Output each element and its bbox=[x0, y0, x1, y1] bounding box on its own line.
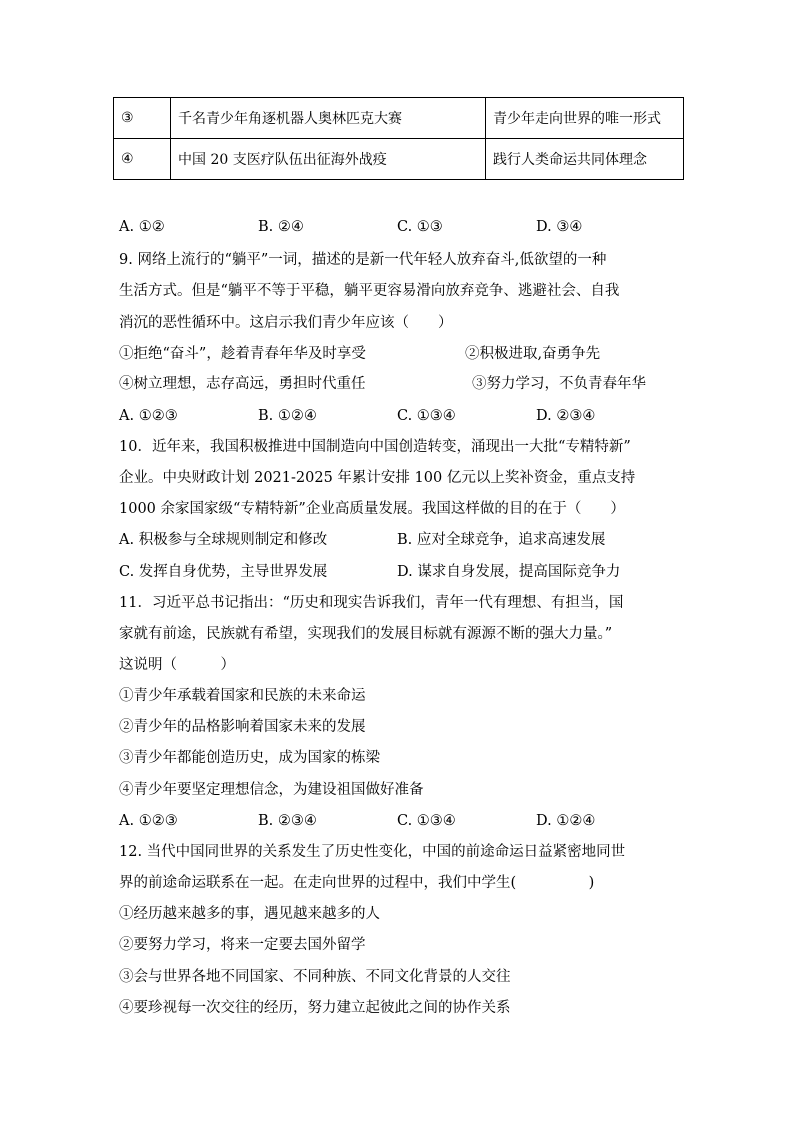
q10-stem-line: 1000 余家国家级“专精特新”企业高质量发展。我国这样做的目的在于（ ） bbox=[119, 501, 625, 517]
event-table bbox=[113, 97, 684, 180]
table-row bbox=[114, 139, 684, 180]
q11-statement-2: ②青少年的品格影响着国家未来的发展 bbox=[119, 719, 366, 735]
q10-stem-line: 企业。中央财政计划 2021-2025 年累计安排 100 亿元以上奖补资金，重点支持 bbox=[119, 470, 636, 486]
q9-stem-line: 消沉的恶性循环中。这启示我们青少年应该（ ） bbox=[119, 315, 453, 331]
q10-option-a: A. 积极参与全球规则制定和修改 bbox=[119, 532, 328, 548]
q10-stem-line: 10．近年来，我国积极推进中国制造向中国创造转变，涌现出一大批“专精特新” bbox=[119, 439, 631, 455]
q11-option-c: C. ①③④ bbox=[397, 813, 456, 829]
table-cell-event: 千名青少年角逐机器人奥林匹克大赛 bbox=[171, 98, 486, 139]
table-cell-view: 践行人类命运共同体理念 bbox=[486, 139, 684, 180]
q11-stem-line: 家就有前途，民族就有希望，实现我们的发展目标就有源源不断的强大力量。” bbox=[119, 626, 613, 642]
q9-stem-line: 生活方式。但是“躺平不等于平稳，躺平更容易滑向放弃竞争、逃避社会、自我 bbox=[119, 283, 620, 299]
q11-option-b: B. ②③④ bbox=[258, 813, 317, 829]
table-cell-number: ④ bbox=[114, 139, 171, 180]
q12-statement-4: ④要珍视每一次交往的经历，努力建立起彼此之间的协作关系 bbox=[119, 1000, 511, 1016]
q8-option-d: D. ③④ bbox=[536, 219, 583, 235]
q11-option-d: D. ①②④ bbox=[536, 813, 596, 829]
q10-option-d: D. 谋求自身发展，提高国际竞争力 bbox=[397, 564, 621, 580]
q11-option-a: A. ①②③ bbox=[119, 813, 178, 829]
q9-option-a: A. ①②③ bbox=[119, 408, 178, 424]
q12-stem-line: 界的前途命运联系在一起。在走向世界的过程中，我们中学生( ) bbox=[119, 875, 595, 891]
q8-option-a: A. ①② bbox=[119, 219, 165, 235]
q9-option-d: D. ②③④ bbox=[536, 408, 596, 424]
q9-statement-4: ④树立理想，志存高远，勇担时代重任 bbox=[119, 376, 366, 392]
q9-option-c: C. ①③④ bbox=[397, 408, 456, 424]
q11-statement-3: ③青少年都能创造历史，成为国家的栋梁 bbox=[119, 750, 380, 766]
q12-statement-1: ①经历越来越多的事，遇见越来越多的人 bbox=[119, 906, 380, 922]
q11-stem-line: 11．习近平总书记指出：“历史和现实告诉我们，青年一代有理想、有担当，国 bbox=[119, 595, 624, 611]
table-cell-view: 青少年走向世界的唯一形式 bbox=[486, 98, 684, 139]
q9-stem-line: 9. 网络上流行的“躺平”一词，描述的是新一代年轻人放弃奋斗,低欲望的一种 bbox=[119, 252, 607, 268]
table-row bbox=[114, 98, 684, 139]
q8-option-c: C. ①③ bbox=[397, 219, 443, 235]
q8-option-b: B. ②④ bbox=[258, 219, 304, 235]
table-cell-event: 中国 20 支医疗队伍出征海外战疫 bbox=[171, 139, 486, 180]
q9-option-b: B. ①②④ bbox=[258, 408, 317, 424]
table-cell-number: ③ bbox=[114, 98, 171, 139]
q9-statement-2: ②积极进取,奋勇争先 bbox=[465, 346, 601, 362]
q12-stem-line: 12. 当代中国同世界的关系发生了历史性变化，中国的前途命运日益紧密地同世 bbox=[119, 844, 626, 860]
q12-statement-3: ③会与世界各地不同国家、不同种族、不同文化背景的人交往 bbox=[119, 969, 511, 985]
q9-statement-1: ①拒绝“奋斗”，趁着青春年华及时享受 bbox=[119, 346, 366, 362]
q10-option-b: B. 应对全球竞争，追求高速发展 bbox=[397, 532, 606, 548]
q9-statement-3: ③努力学习，不负青春年华 bbox=[472, 376, 646, 392]
q11-statement-4: ④青少年要坚定理想信念，为建设祖国做好准备 bbox=[119, 782, 424, 798]
q10-option-c: C. 发挥自身优势，主导世界发展 bbox=[119, 564, 328, 580]
q12-statement-2: ②要努力学习，将来一定要去国外留学 bbox=[119, 937, 366, 953]
q11-statement-1: ①青少年承载着国家和民族的未来命运 bbox=[119, 688, 366, 704]
q11-stem-line: 这说明（ ） bbox=[119, 657, 235, 673]
